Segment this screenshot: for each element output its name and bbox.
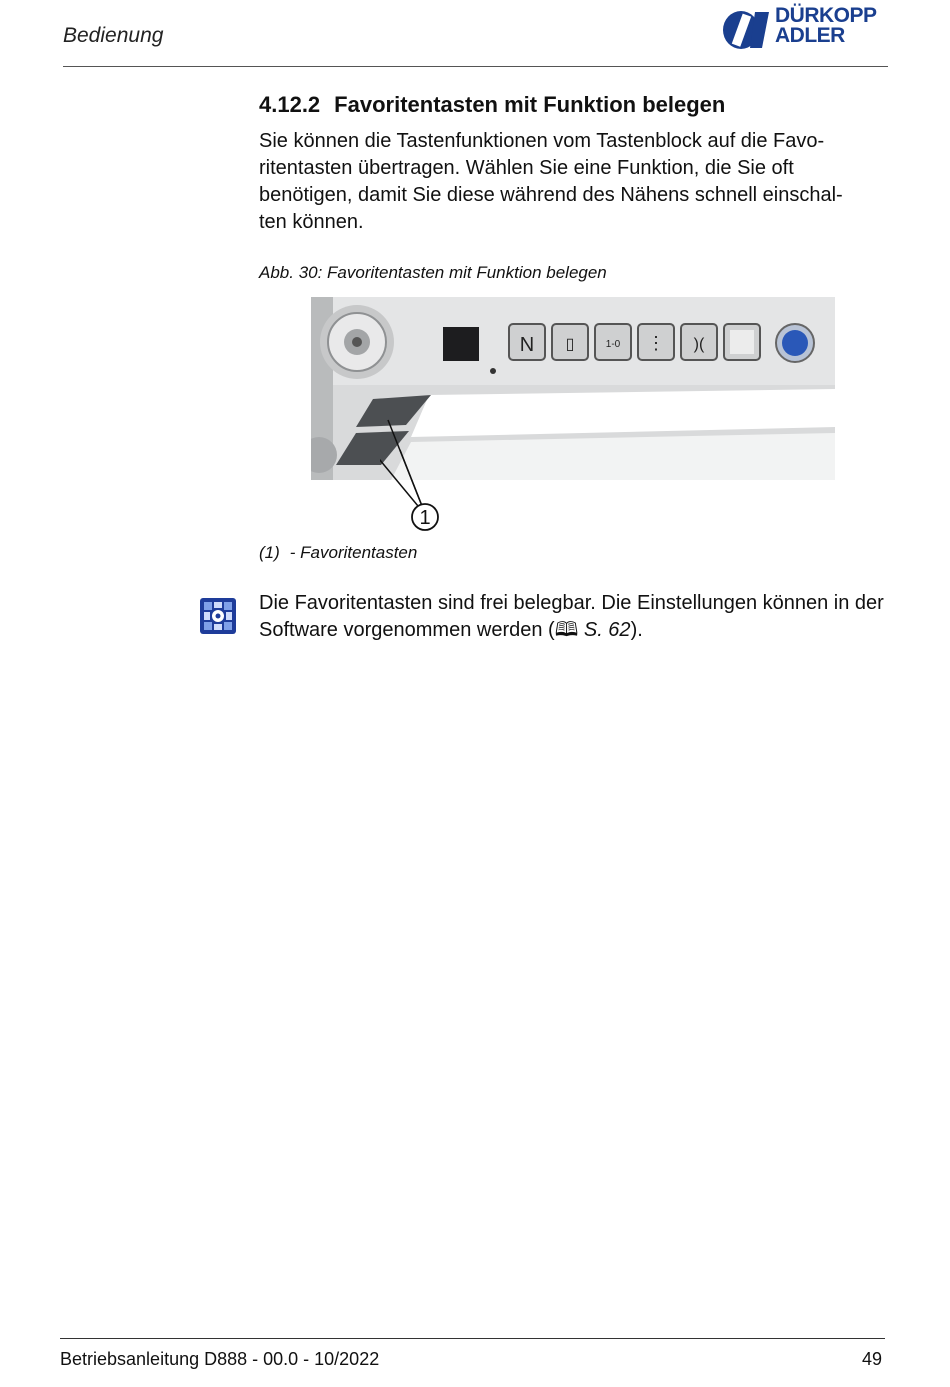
logo-mark-icon	[722, 8, 772, 52]
footer-rule	[60, 1338, 885, 1339]
footer-page-number: 49	[862, 1349, 883, 1369]
note-paragraph	[259, 590, 889, 644]
legend-text: - Favoritentasten	[289, 543, 418, 562]
brand-line-1: DÜRKOPP	[775, 4, 877, 27]
section-heading	[259, 92, 725, 118]
brand-name	[775, 6, 877, 46]
figure-caption: Abb. 30: Favoritentasten mit Funktion belegen	[259, 263, 607, 282]
callout-marker	[380, 390, 460, 540]
section-number: 4.12.2	[259, 92, 321, 117]
key-symbol: ▯	[565, 336, 575, 353]
body-paragraph	[259, 128, 889, 236]
note-text-end: ).	[630, 619, 643, 641]
body-line: ten können.	[259, 211, 364, 233]
callout-number: 1	[419, 507, 431, 529]
key-symbol: 1-0	[605, 339, 621, 350]
key-symbol: N	[519, 334, 535, 356]
note-text: Die Favoritentasten sind frei belegbar. Die Einstellungen können in der Software vorgenommen werden (	[259, 592, 884, 641]
body-line: Sie können die Tastenfunktionen vom Tastenblock auf die Favo-	[259, 130, 825, 152]
legend-index: (1)	[259, 543, 280, 562]
header-rule	[63, 66, 888, 67]
body-line: benötigen, damit Sie diese während des Nähens schnell einschal-	[259, 184, 843, 206]
key-symbol: )(	[693, 336, 705, 353]
brand-line-2: ADLER	[775, 24, 845, 47]
info-settings-icon	[200, 598, 236, 634]
body-line: ritentasten übertragen. Wählen Sie eine Funktion, die Sie oft	[259, 157, 794, 179]
durkopp-adler-logo	[722, 6, 888, 52]
figure-legend	[259, 543, 417, 563]
footer-document-id: Betriebsanleitung D888 - 00.0 - 10/2022	[60, 1349, 380, 1369]
page-reference-link[interactable]: S. 62	[578, 619, 631, 641]
key-symbol: ⋮	[647, 333, 665, 353]
section-title: Favoritentasten mit Funktion belegen	[334, 92, 726, 117]
running-header-title: Bedienung	[63, 24, 164, 47]
book-icon: 🕮	[554, 619, 579, 641]
